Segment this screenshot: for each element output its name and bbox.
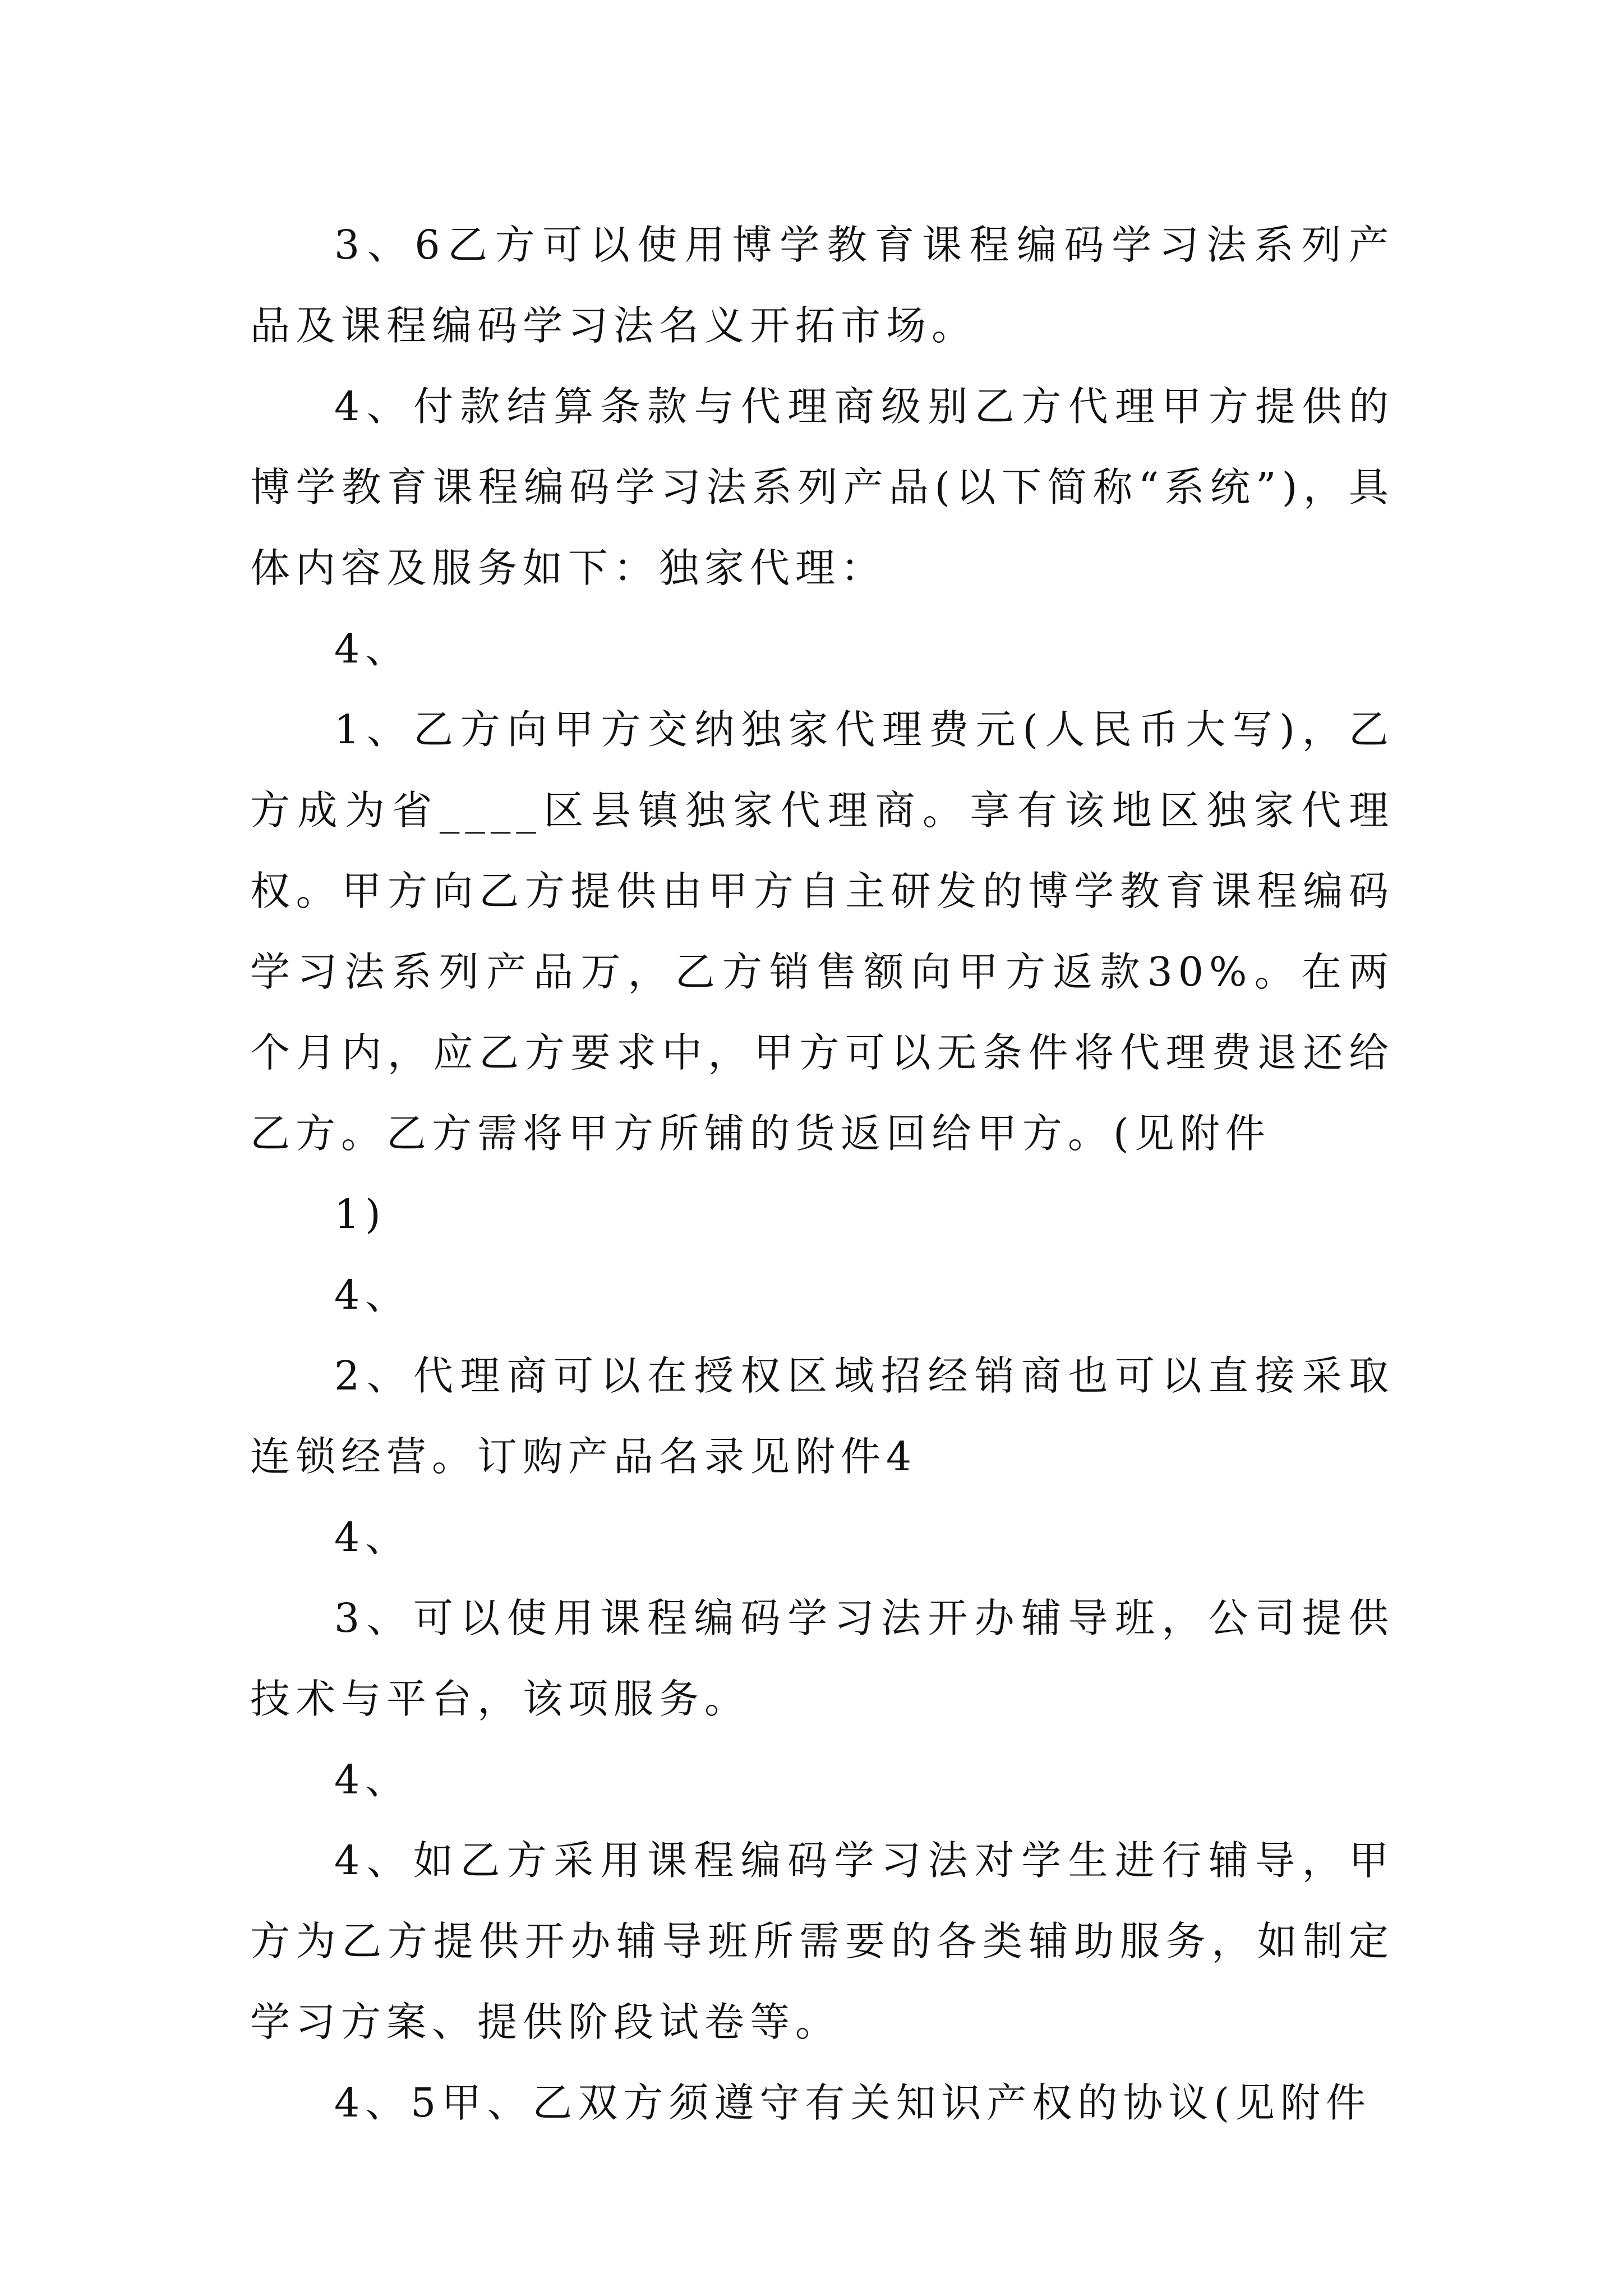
- paragraph-number: 4、: [334, 625, 411, 672]
- paragraph-4-5-ip-agreement: 4、5甲、乙双方须遵守有关知识产权的协议(见附件: [334, 2079, 1372, 2126]
- document-body: [250, 205, 1394, 2143]
- paragraph-4-2-distributors: 2、代理商可以在授权区域招经销商也可以直接采取连锁经营。订购产品名录见附件4: [250, 1352, 1394, 1480]
- paragraph-4-4-support-services: 4、如乙方采用课程编码学习法对学生进行辅导，甲方为乙方提供开办辅导班所需要的各类辅助服务，如制定学习方案、提供阶段试卷等。: [250, 1837, 1394, 2045]
- paragraph-number: 4、: [334, 1756, 411, 1803]
- paragraph-3-6: 3、6乙方可以使用博学教育课程编码学习法系列产品及课程编码学习法名义开拓市场。: [250, 222, 1394, 349]
- paragraph-number: 4、: [334, 1272, 411, 1318]
- paragraph-4-3-tutoring-class: 3、可以使用课程编码学习法开办辅导班，公司提供技术与平台，该项服务。: [250, 1595, 1394, 1722]
- paragraph-4-1-exclusive-fee: 1、乙方向甲方交纳独家代理费元(人民币大写)，乙方成为省____区县镇独家代理商。享有该地区独家代理权。甲方向乙方提供由甲方自主研发的博学教育课程编码学习法系列产品万，乙方销售额向甲方返款30%。在两个月内，应乙方要求中，甲方可以无条件将代理费退还给乙方。乙方需将甲方所铺的货返回给甲方。(见附件: [250, 706, 1394, 1157]
- paragraph-4-payment-terms: 4、付款结算条款与代理商级别乙方代理甲方提供的博学教育课程编码学习法系列产品(以下简称“系统”)，具体内容及服务如下：独家代理：: [250, 383, 1394, 591]
- paragraph-attachment-ref: 1): [334, 1191, 386, 1237]
- paragraph-number: 4、: [334, 1514, 411, 1561]
